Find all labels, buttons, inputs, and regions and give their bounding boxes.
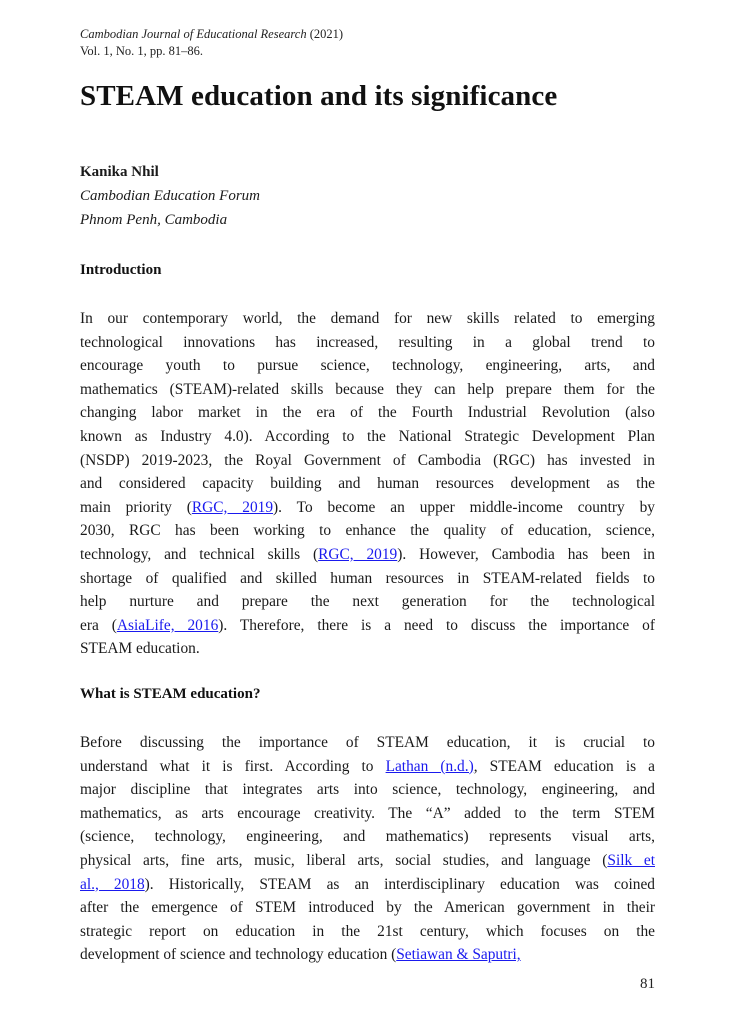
text-line: development of science and technology education (Setiawan & Saputri, bbox=[80, 946, 521, 964]
text-line: help nurture and prepare the next generation for the technological bbox=[80, 593, 655, 611]
text-line: 2030, RGC has been working to enhance the quality of education, science, bbox=[80, 522, 655, 540]
text-line: known as Industry 4.0). According to the National Strategic Development Plan bbox=[80, 427, 655, 445]
citation-link[interactable]: RGC, 2019 bbox=[191, 498, 274, 516]
text-line: understand what it is first. According to Lathan (n.d.), STEAM education is a bbox=[80, 757, 655, 775]
journal-year: (2021) bbox=[309, 27, 344, 41]
text-line: changing labor market in the era of the Fourth Industrial Revolution (also bbox=[80, 404, 655, 422]
citation-link[interactable]: al., 2018 bbox=[80, 875, 145, 893]
text-line: and considered capacity building and human resources development as the bbox=[80, 475, 655, 493]
citation-link[interactable]: RGC, 2019 bbox=[318, 545, 398, 563]
author-block bbox=[80, 160, 260, 232]
text-line: al., 2018). Historically, STEAM as an interdisciplinary education was coined bbox=[80, 875, 655, 893]
paragraph-what-is-steam bbox=[80, 731, 655, 967]
citation-link[interactable]: Setiawan & Saputri, bbox=[396, 946, 521, 964]
paragraph-introduction bbox=[80, 307, 655, 661]
text-line: technological innovations has increased, resulting in a global trend to bbox=[80, 333, 655, 351]
section-heading-what-is-steam: What is STEAM education? bbox=[80, 686, 261, 702]
journal-name: Cambodian Journal of Educational Research bbox=[80, 27, 307, 41]
text-line: mathematics, as arts encourage creativity. The “A” added to the term STEM bbox=[80, 804, 655, 822]
text-line: shortage of qualified and skilled human resources in STEAM-related fields to bbox=[80, 569, 655, 587]
text-line: era (AsiaLife, 2016). Therefore, there is a need to discuss the importance of bbox=[80, 616, 655, 634]
author-affiliation: Cambodian Education Forum bbox=[80, 188, 260, 204]
author-location: Phnom Penh, Cambodia bbox=[80, 212, 228, 228]
text-line: STEAM education. bbox=[80, 640, 200, 658]
citation-link[interactable]: Silk et bbox=[607, 851, 655, 869]
text-line: In our contemporary world, the demand for new skills related to emerging bbox=[80, 310, 655, 327]
paper-title: STEAM education and its significance bbox=[80, 80, 558, 112]
citation-link[interactable]: AsiaLife, 2016 bbox=[116, 616, 219, 634]
text-line: technology, and technical skills (RGC, 2019). However, Cambodia has been in bbox=[80, 545, 655, 563]
text-line: main priority (RGC, 2019). To become an upper middle-income country by bbox=[80, 498, 655, 516]
text-line: (science, technology, engineering, and mathematics) represents visual arts, bbox=[80, 828, 655, 846]
text-line: physical arts, fine arts, music, liberal arts, social studies, and language (Silk et bbox=[80, 851, 655, 869]
text-line: major discipline that integrates arts into science, technology, engineering, and bbox=[80, 781, 655, 799]
volume-line: Vol. 1, No. 1, pp. 81–86. bbox=[80, 44, 204, 58]
text-line: encourage youth to pursue science, technology, engineering, arts, and bbox=[80, 357, 655, 375]
section-heading-introduction: Introduction bbox=[80, 262, 162, 278]
text-line: (NSDP) 2019-2023, the Royal Government of Cambodia (RGC) has invested in bbox=[80, 451, 655, 469]
citation-link[interactable]: Lathan (n.d.) bbox=[385, 757, 474, 775]
text-line: strategic report on education in the 21st century, which focuses on the bbox=[80, 922, 655, 940]
journal-header bbox=[80, 26, 343, 60]
author-name: Kanika Nhil bbox=[80, 164, 159, 180]
text-line: Before discussing the importance of STEAM education, it is crucial to bbox=[80, 734, 655, 751]
page-number: 81 bbox=[640, 976, 655, 992]
text-line: mathematics (STEAM)-related skills because they can help prepare them for the bbox=[80, 380, 655, 398]
text-line: after the emergence of STEM introduced by the American government in their bbox=[80, 899, 655, 917]
